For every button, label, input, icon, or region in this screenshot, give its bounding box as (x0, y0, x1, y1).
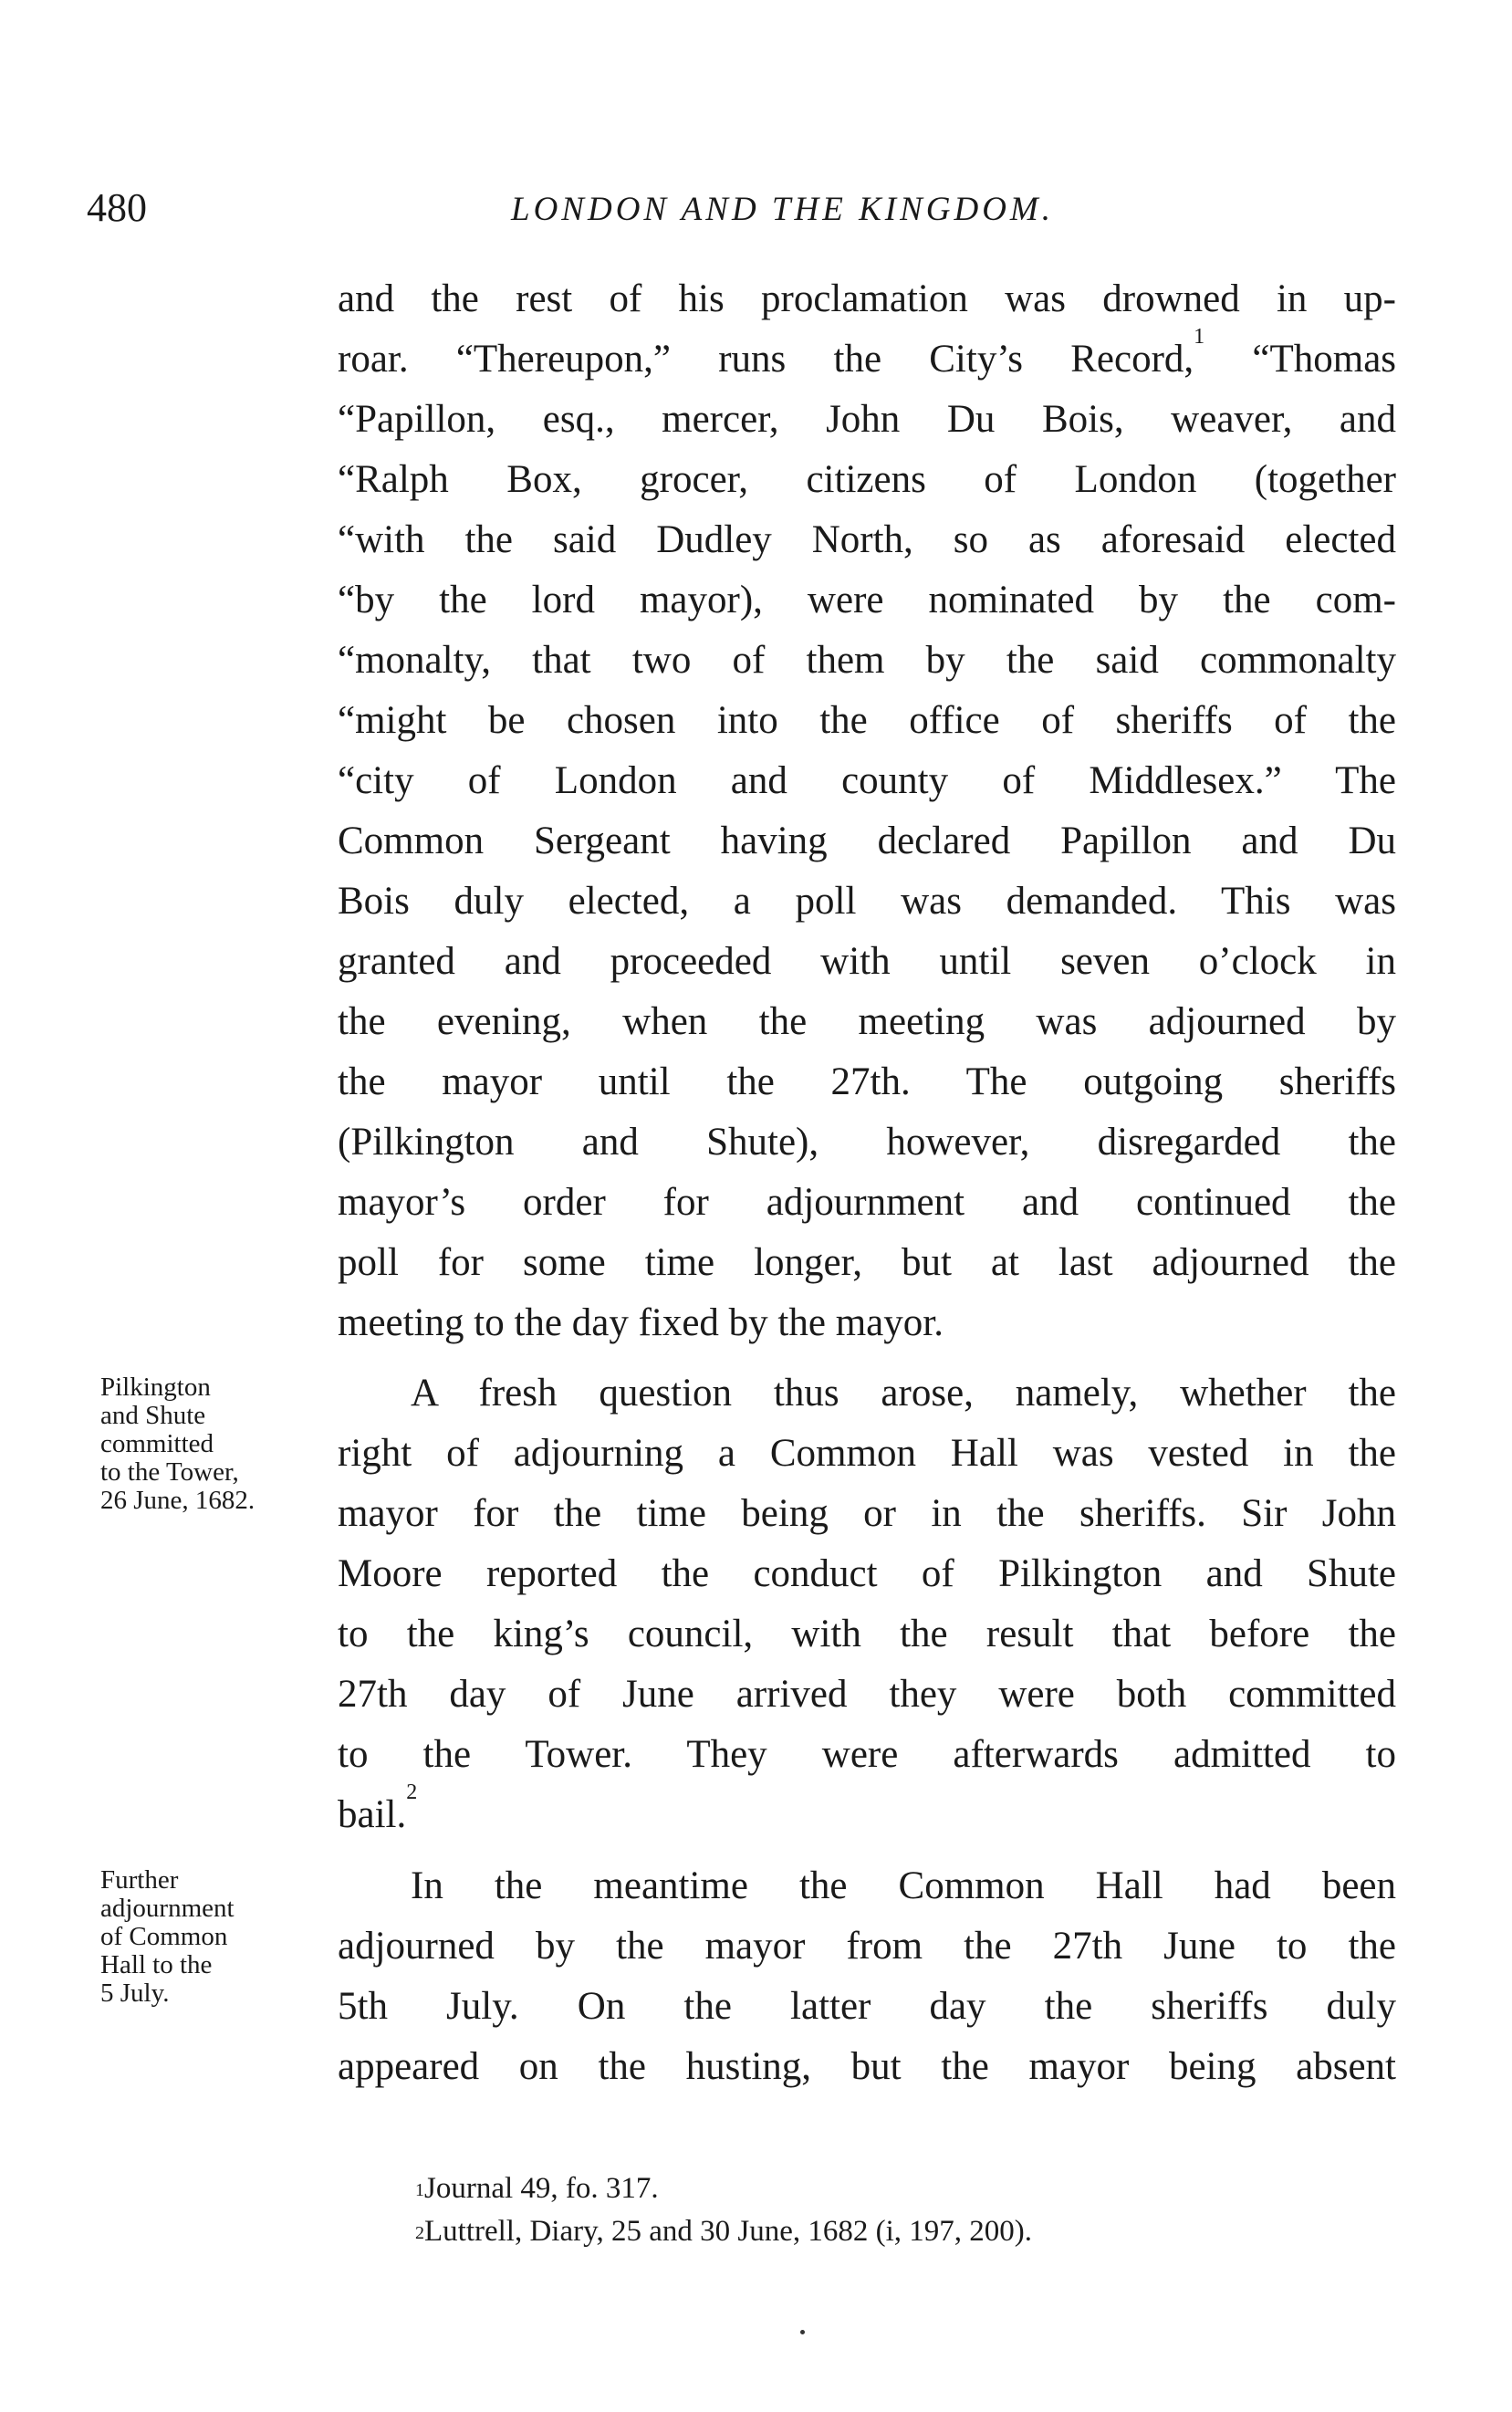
printer-mark-dot (800, 2330, 805, 2334)
footnote-mark: 1 (415, 2180, 424, 2200)
text-line: 5th July. On the latter day the sheriffs duly (338, 1985, 1396, 2028)
sidenote-line: 26 June, 1682. (100, 1486, 255, 1515)
sidenote-pilkington (100, 1373, 319, 1515)
text-line: Common Sergeant having declared Papillon and Du (338, 820, 1396, 862)
footnote-1 (415, 2167, 1032, 2210)
text-line: right of adjourning a Common Hall was vested in the (338, 1432, 1396, 1475)
text-line: In the meantime the Common Hall had been (411, 1864, 1396, 1907)
text-line: adjourned by the mayor from the 27th June to the (338, 1925, 1396, 1968)
paragraph-2 (338, 1363, 1396, 1845)
footnote-reference: 1 (1194, 325, 1205, 349)
text-line: and the rest of his proclamation was drowned in up- (338, 277, 1396, 320)
text-line: granted and proceeded with until seven o’clock in (338, 940, 1396, 983)
text-line: the evening, when the meeting was adjourned by (338, 1000, 1396, 1043)
text-line-part: roar. “Thereupon,” runs the City’s Record, (338, 338, 1194, 381)
text-line: “monalty, that two of them by the said commonalty (338, 639, 1396, 682)
sidenote-line: Hall to the (100, 1950, 213, 1979)
footnote-reference: 2 (406, 1780, 418, 1804)
sidenote-further-adjournment (100, 1866, 319, 2008)
text-line: appeared on the husting, but the mayor being absent (338, 2045, 1396, 2088)
paragraph-3 (338, 1856, 1396, 2097)
page-number: 480 (87, 185, 147, 230)
sidenote-line: Further (100, 1865, 179, 1895)
sidenote-line: of Common (100, 1922, 228, 1951)
text-line-with-footnote-ref (338, 1780, 1396, 1845)
text-line: “Papillon, esq., mercer, John Du Bois, weaver, and (338, 398, 1396, 441)
text-line: Moore reported the conduct of Pilkington and Shute (338, 1552, 1396, 1595)
text-line-with-footnote-ref (338, 325, 1397, 390)
text-line: the mayor until the 27th. The outgoing sheriffs (338, 1060, 1396, 1103)
sidenote-line: to the Tower, (100, 1457, 239, 1487)
text-line: “by the lord mayor), were nominated by the com- (338, 579, 1396, 621)
text-line: “city of London and county of Middlesex.” The (338, 759, 1396, 802)
text-line-part: “Thomas (1252, 338, 1397, 381)
sidenote-line: committed (100, 1429, 214, 1458)
footnote-mark: 2 (415, 2223, 424, 2243)
text-line: mayor for the time being or in the sheriffs. Sir John (338, 1492, 1396, 1535)
text-line: “Ralph Box, grocer, citizens of London (together (338, 458, 1396, 501)
text-line: to the king’s council, with the result that before the (338, 1613, 1396, 1655)
text-line: poll for some time longer, but at last adjourned the (338, 1241, 1396, 1284)
footnote-text: Journal 49, fo. 317. (424, 2172, 659, 2205)
sidenote-line: adjournment (100, 1894, 235, 1923)
text-line: Bois duly elected, a poll was demanded. This was (338, 880, 1396, 923)
text-line: to the Tower. They were afterwards admitted to (338, 1733, 1396, 1776)
text-line: A fresh question thus arose, namely, whether the (411, 1372, 1396, 1415)
text-line: “with the said Dudley North, so as aforesaid elected (338, 518, 1396, 561)
sidenote-line: and Shute (100, 1401, 206, 1430)
text-line: mayor’s order for adjournment and continued the (338, 1181, 1396, 1224)
text-line-part: bail. (338, 1793, 407, 1836)
footnotes (415, 2167, 1032, 2253)
text-line: (Pilkington and Shute), however, disregarded the (338, 1121, 1396, 1164)
sidenote-line: Pilkington (100, 1373, 211, 1402)
footnote-2 (415, 2210, 1032, 2253)
footnote-text: Luttrell, Diary, 25 and 30 June, 1682 (i, 197, 200). (424, 2215, 1032, 2248)
running-title: LONDON AND THE KINGDOM. (511, 191, 1054, 228)
text-line: meeting to the day fixed by the mayor. (338, 1301, 944, 1344)
sidenote-line: 5 July. (100, 1979, 170, 2008)
text-line: 27th day of June arrived they were both committed (338, 1673, 1396, 1716)
paragraph-1 (338, 269, 1396, 1353)
text-line: “might be chosen into the office of sheriffs of the (338, 699, 1396, 742)
